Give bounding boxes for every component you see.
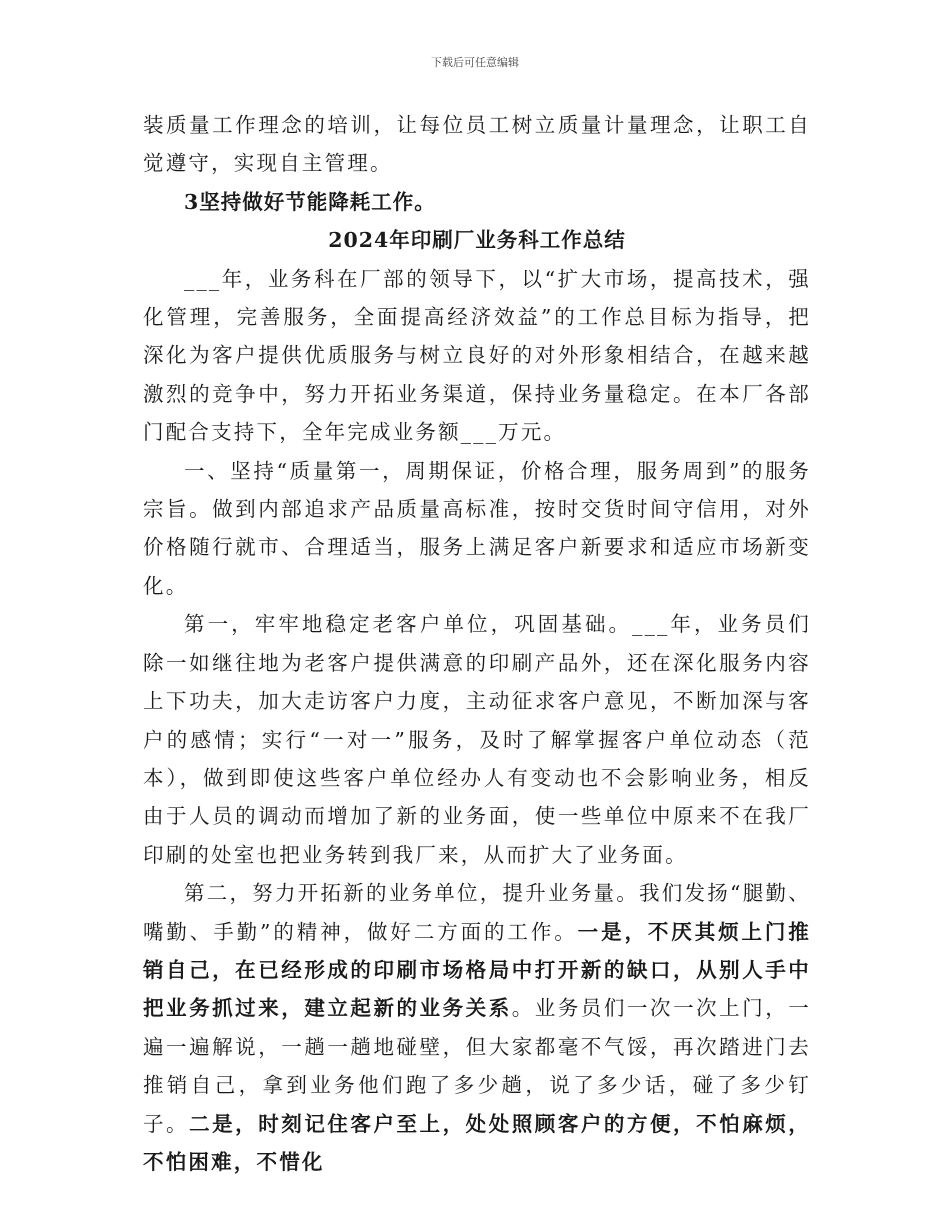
bold-emphasis-one: 一是，不厌其烦上门推销自己，在已经形成的印刷市场格局中打开新的缺口，从别人手中把业务抓过来，建立起新的业务关系 — [143, 919, 812, 1021]
paragraph-continued: 装质量工作理念的培训，让每位员工树立质量计量理念，让职工自觉遵守，实现自主管理。 — [143, 113, 811, 176]
paragraph-text: 第二，努力开拓新的业务单位，提升业务量。我们发扬“腿勤、嘴勤、手勤”的精神，做好二方面的工作。 — [143, 881, 811, 944]
document-title: 2024年印刷厂业务科工作总结 — [328, 228, 626, 253]
page-header: 下载后可任意编辑 — [431, 56, 519, 69]
document-body — [143, 106, 811, 1181]
paragraph-section-one: 一、坚持“质量第一，周期保证，价格合理，服务周到”的服务宗旨。做到内部追求产品质量高标准，按时交货时间守信用，对外价格随行就市、合理适当，服务上满足客户新要求和适应市场新变化。 — [143, 458, 811, 598]
section-heading: 3坚持做好节能降耗工作。 — [184, 189, 436, 214]
paragraph-text: 。业务员们一次一次上门，一遍一遍解说，一趟一趟地碰壁，但大家都毫不气馁，再次踏进门去推销自己，拿到业务他们跑了多少趟，说了多少话，碰了多少钉子。 — [143, 996, 812, 1136]
paragraph-intro: ___年，业务科在厂部的领导下，以“扩大市场，提高技术，强化管理，完善服务，全面提高经济效益”的工作总目标为指导，把深化为客户提供优质服务与树立良好的对外形象相结合，在越来越激烈的竞争中，努力开拓业务渠道，保持业务量稳定。在本厂各部门配合支持下，全年完成业务额___万元。 — [143, 266, 811, 445]
paragraph-second-point — [143, 874, 811, 1181]
paragraph-first-point: 第一，牢牢地稳定老客户单位，巩固基础。___年，业务员们除一如继往地为老客户提供满意的印刷产品外，还在深化服务内容上下功夫，加大走访客户力度，主动征求客户意见，不断加深与客户的感情；实行“一对一”服务，及时了解掌握客户单位动态（范本），做到即使这些客户单位经办人有变动也不会影响业务，相反由于人员的调动而增加了新的业务面，使一些单位中原来不在我厂印刷的处室也把业务转到我厂来，从而扩大了业务面。 — [143, 612, 811, 867]
bold-emphasis-two: 二是，时刻记住客户至上，处处照顾客户的方便，不怕麻烦，不怕困难，不惜化 — [143, 1111, 811, 1174]
